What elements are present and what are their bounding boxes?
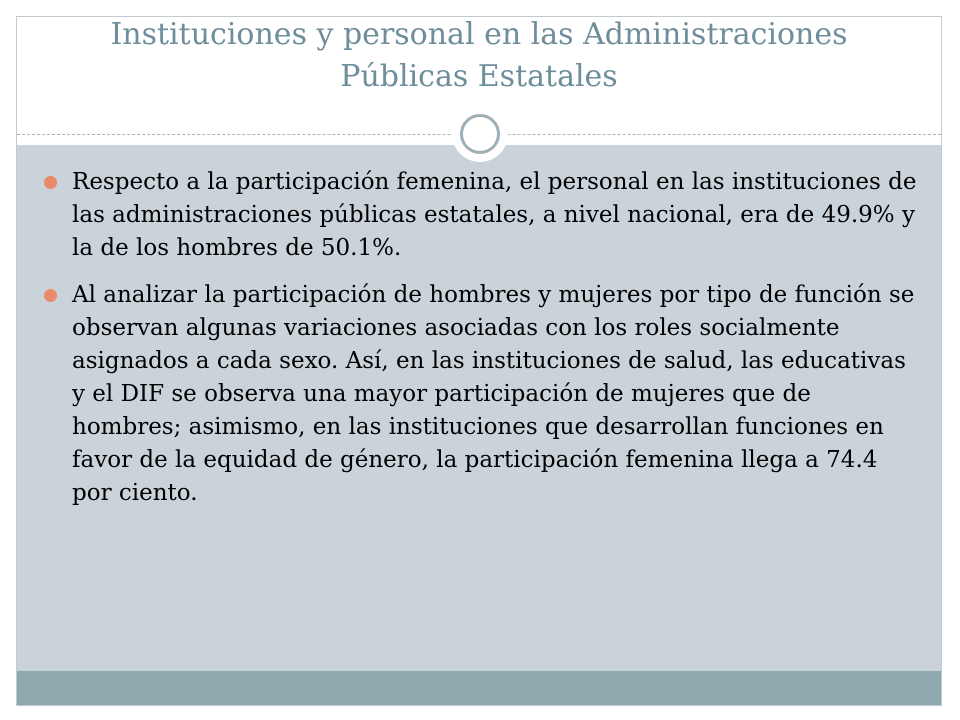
bullet-item-2 bbox=[44, 279, 924, 510]
bullet-dot-icon bbox=[44, 289, 57, 302]
bullet-item-1 bbox=[44, 166, 924, 265]
circle-ring-icon bbox=[452, 106, 508, 162]
circle-ring-inner bbox=[460, 114, 500, 154]
bullet-text-2: Al analizar la participación de hombres y mujeres por tipo de función se observan algunas variaciones asociadas con los roles socialmente asignados a cada sexo. Así, en las instituciones de salud, las educativas y el DIF se observa una mayor participación de mujeres que de hombres; asimismo, en las instituciones que desarrollan funciones en favor de la equidad de género, la participación femenina llega a 74.4 por ciento. bbox=[72, 282, 915, 506]
bullet-list bbox=[44, 166, 924, 524]
slide-title bbox=[16, 14, 942, 98]
slide-title-line-2: Públicas Estatales bbox=[340, 59, 618, 94]
bullet-dot-icon bbox=[44, 176, 57, 189]
slide-title-line-1: Instituciones y personal en las Administraciones bbox=[110, 17, 848, 52]
footer-band bbox=[17, 671, 941, 705]
bullet-text-1: Respecto a la participación femenina, el personal en las instituciones de las administraciones públicas estatales, a nivel nacional, era de 49.9% y la de los hombres de 50.1%. bbox=[72, 169, 917, 261]
